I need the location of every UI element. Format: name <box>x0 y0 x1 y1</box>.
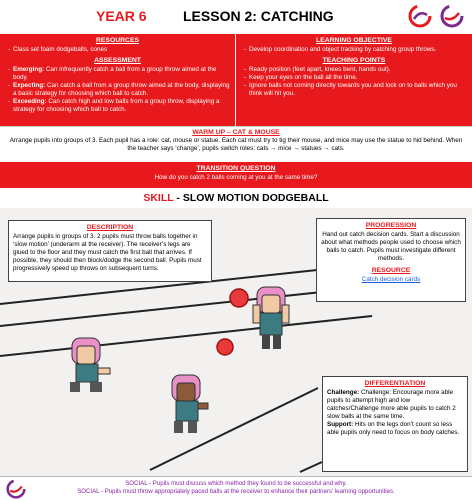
support-text <box>327 421 463 437</box>
logo-swoosh-icon <box>6 479 26 499</box>
challenge-label: Challenge: <box>327 389 360 396</box>
resource-heading: RESOURCE <box>371 267 411 274</box>
social-footer <box>0 476 472 500</box>
teaching-point: - Ignore balls not coming directly towards you and lock on to balls which you think will hit you. <box>244 82 468 98</box>
teaching-points-list <box>240 66 468 98</box>
objective-item: - Develop coordination and object tracking by catching group throws. <box>244 46 468 54</box>
activity-illustration <box>0 208 472 476</box>
skill-separator: - <box>173 192 183 204</box>
assessment-item <box>8 82 231 98</box>
objective-heading: LEARNING OBJECTIVE <box>316 37 392 44</box>
social-line: SOCIAL - Pupils must throw appropriately paced balls at the receiver to enhance their partners’ learning opportunities. <box>77 488 395 495</box>
ball-icon <box>230 289 248 307</box>
logo-swoosh-icon <box>440 4 464 28</box>
challenge-text <box>327 389 463 421</box>
support-label: Support: <box>327 421 354 428</box>
assessment-text: Can catch a ball from a group throw aimed at the body, displaying a basic strategy for choosing which ball to catch. <box>13 82 230 97</box>
assessment-label: Emerging: <box>13 66 45 73</box>
description-panel <box>8 220 212 282</box>
assessment-text: Can infrequently catch a ball from a group throw aimed at the body. <box>13 66 217 81</box>
differentiation-heading: DIFFERENTIATION <box>364 380 426 387</box>
pupil-figure-icon <box>253 287 289 349</box>
assessment-label: Exceeding: <box>13 98 47 105</box>
page-header <box>0 0 472 34</box>
resources-heading: RESOURCES <box>95 37 140 44</box>
support-body: Hits on the legs don’t count so less able pupils only need to focus on body catches. <box>327 421 460 436</box>
assessment-text: Can catch high and low balls from a group throw, displaying a strategy for choosing which ball to catch. <box>13 98 220 113</box>
resources-assessment-box <box>0 34 236 126</box>
progression-text: Hand out catch decision cards. Start a discussion about what methods people used to choose which balls to catch. Pupils must investigate different methods. <box>321 231 461 262</box>
assessment-heading: ASSESSMENT <box>94 57 141 64</box>
assessment-item <box>8 66 231 82</box>
skill-title <box>0 188 472 208</box>
skill-name: SLOW MOTION DODGEBALL <box>182 192 329 204</box>
court-line <box>300 462 322 472</box>
pupil-figure-icon <box>70 338 110 392</box>
resources-item: - Class set foam dodgeballs, cones <box>8 46 231 54</box>
teaching-points-heading: TEACHING POINTS <box>322 57 386 64</box>
transition-heading: TRANSITION QUESTION <box>196 165 276 172</box>
assessment-label: Expecting: <box>13 82 46 89</box>
differentiation-panel <box>322 376 468 472</box>
assessment-list <box>4 66 231 114</box>
progression-panel <box>316 218 466 302</box>
challenge-body: Challenge: Encourage more able pupils to attempt high and low catches/Challenge more able pupils to catch 2 slow balls at the same time. <box>327 389 456 420</box>
court-line <box>0 316 372 356</box>
teaching-point: - Ready position (feet apart, knees bent, hands out). <box>244 66 468 74</box>
warmup-section <box>0 126 472 162</box>
year-title: YEAR 6 <box>96 8 147 24</box>
ball-icon <box>217 339 233 355</box>
objective-list <box>240 46 468 54</box>
social-line: SOCIAL - Pupils must discuss which method they found to be successful and why. <box>125 480 347 487</box>
teaching-point: - Keep your eyes on the ball all the time. <box>244 74 468 82</box>
transition-text: How do you catch 2 balls coming at you at the same time? <box>154 174 318 181</box>
description-text: Arrange pupils in groups of 3. 2 pupils must throw balls together in ‘slow motion’ (underarm at the receiver). The receiver’s legs are glued to the floor and they must catch the first ball that arrives. If possible, they should then block/dodge the second ball. Pupils must progressively speed up throws on subsequent turns. <box>13 233 202 272</box>
court-line <box>0 288 360 326</box>
logo-swoosh-icon <box>408 4 432 28</box>
lesson-title: LESSON 2: CATCHING <box>183 8 334 24</box>
warmup-heading: WARM UP – CAT & MOUSE <box>192 129 280 136</box>
pupil-figure-icon <box>172 375 208 433</box>
skill-label: SKILL <box>143 192 174 204</box>
description-heading: DESCRIPTION <box>86 224 134 231</box>
warmup-text: Arrange pupils into groups of 3. Each pupil has a role: cat, mouse or statue. Each cat must try to tig their mouse, and mice may use the statue to hid behind. When the teacher says ‘change’, pupils switch roles: cats → mice → statues → cats. <box>9 137 463 152</box>
objective-teaching-box <box>236 34 472 126</box>
progression-heading: PROGRESSION <box>365 222 417 229</box>
resources-list <box>4 46 231 54</box>
assessment-item <box>8 98 231 114</box>
transition-section <box>0 162 472 188</box>
catch-decision-cards-link[interactable]: Catch decision cards <box>361 276 421 283</box>
